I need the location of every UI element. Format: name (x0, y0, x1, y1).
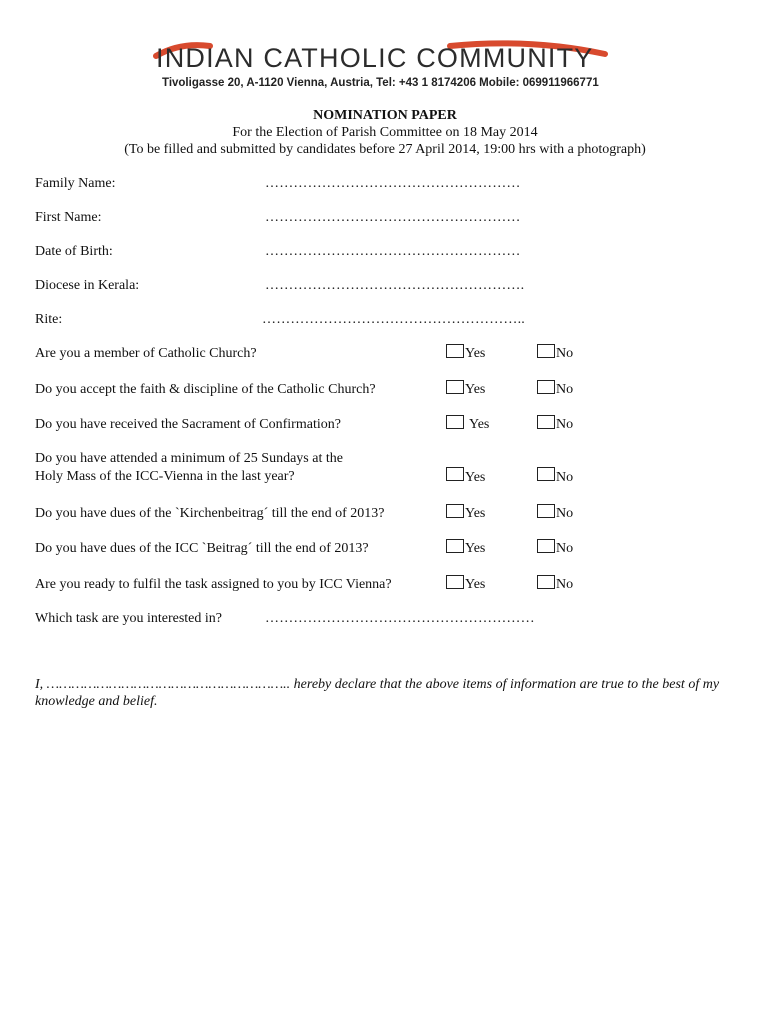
diocese-label: Diocese in Kerala: (35, 278, 140, 293)
no-checkbox[interactable] (537, 575, 555, 589)
organization-address: Tivoligasse 20, A-1120 Vienna, Austria, Tel: +43 1 8174206 Mobile: 069911966771 (162, 77, 599, 89)
organization-logo-name: INDIAN CATHOLIC COMMUNITY (156, 43, 594, 73)
yes-checkbox[interactable] (446, 380, 464, 394)
yes-label: Yes (469, 417, 490, 432)
submission-instruction: (To be filled and submitted by candidates before 27 April 2014, 19:00 hrs with a photograph) (124, 142, 646, 157)
no-checkbox[interactable] (537, 504, 555, 518)
rite-field[interactable]: ……………………………………………….. (262, 312, 525, 327)
no-checkbox[interactable] (537, 344, 555, 358)
no-label: No (556, 417, 574, 432)
date-of-birth-label: Date of Birth: (35, 244, 113, 259)
diocese-field[interactable]: ………………………………………………. (265, 278, 525, 293)
yes-checkbox[interactable] (446, 504, 464, 518)
yes-label: Yes (465, 577, 486, 592)
yes-checkbox[interactable] (446, 467, 464, 481)
yes-label: Yes (465, 346, 486, 361)
no-label: No (556, 382, 574, 397)
first-name-field[interactable]: ……………………………………………… (265, 210, 521, 225)
document-title: NOMINATION PAPER (313, 108, 457, 123)
no-label: No (556, 506, 574, 521)
question-fulfil-task: Are you ready to fulfil the task assigned to you by ICC Vienna? (35, 577, 392, 592)
question-sundays-line2: Holy Mass of the ICC-Vienna in the last year? (35, 469, 295, 484)
yes-label: Yes (465, 382, 486, 397)
family-name-field[interactable]: ……………………………………………… (265, 176, 521, 191)
no-label: No (556, 577, 574, 592)
date-of-birth-field[interactable]: ……………………………………………… (265, 244, 521, 259)
declaration-statement: I, ………………………………………………….. hereby declare that the above items of information are true to the best of my knowledge and belief. (35, 677, 720, 709)
no-label: No (556, 541, 574, 556)
family-name-label: Family Name: (35, 176, 116, 191)
question-catholic-member: Are you a member of Catholic Church? (35, 346, 257, 361)
task-interest-label: Which task are you interested in? (35, 611, 222, 626)
no-checkbox[interactable] (537, 380, 555, 394)
yes-checkbox[interactable] (446, 415, 464, 429)
yes-checkbox[interactable] (446, 575, 464, 589)
rite-label: Rite: (35, 312, 63, 327)
yes-label: Yes (465, 470, 486, 485)
yes-label: Yes (465, 541, 486, 556)
question-kirchenbeitrag: Do you have dues of the `Kirchenbeitrag´ till the end of 2013? (35, 506, 385, 521)
no-checkbox[interactable] (537, 467, 555, 481)
document-subtitle: For the Election of Parish Committee on 18 May 2014 (232, 125, 538, 140)
first-name-label: First Name: (35, 210, 102, 225)
yes-checkbox[interactable] (446, 539, 464, 553)
question-confirmation: Do you have received the Sacrament of Confirmation? (35, 417, 341, 432)
task-interest-field[interactable]: ………………………………………………… (265, 611, 535, 626)
no-label: No (556, 470, 574, 485)
no-label: No (556, 346, 574, 361)
yes-checkbox[interactable] (446, 344, 464, 358)
question-icc-beitrag: Do you have dues of the ICC `Beitrag´ till the end of 2013? (35, 541, 369, 556)
question-sundays-line1: Do you have attended a minimum of 25 Sundays at the (35, 451, 343, 466)
no-checkbox[interactable] (537, 539, 555, 553)
question-accept-faith: Do you accept the faith & discipline of the Catholic Church? (35, 382, 376, 397)
yes-label: Yes (465, 506, 486, 521)
no-checkbox[interactable] (537, 415, 555, 429)
